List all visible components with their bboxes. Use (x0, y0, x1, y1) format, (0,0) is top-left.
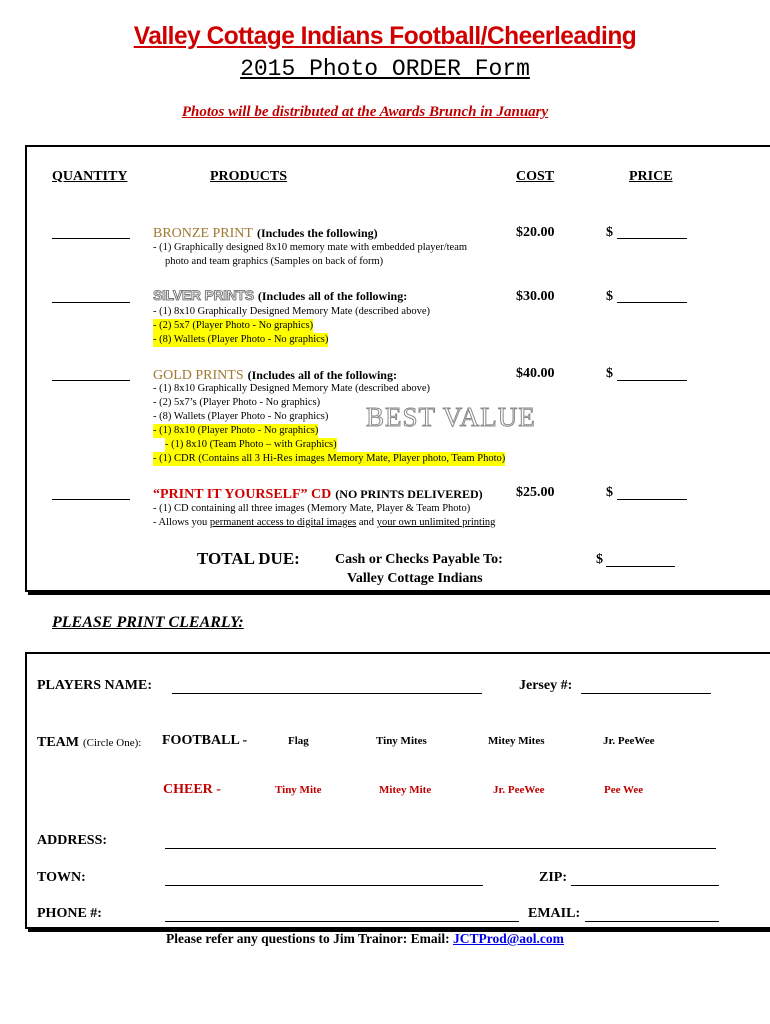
print-clearly-heading: PLEASE PRINT CLEARLY: (52, 614, 244, 631)
cheer-option-mitey-mite[interactable]: Mitey Mite (379, 784, 432, 796)
silver-price-field[interactable] (617, 302, 687, 303)
jersey-field[interactable] (581, 693, 711, 694)
payee: Valley Cottage Indians (347, 571, 483, 586)
silver-cost: $30.00 (516, 289, 555, 304)
bronze-quantity-field[interactable] (52, 238, 130, 239)
football-option-mitey-mites[interactable]: Mitey Mites (488, 735, 545, 747)
silver-price-prefix: $ (606, 289, 613, 304)
cheer-option-pee-wee[interactable]: Pee Wee (604, 784, 644, 796)
contact-email-link[interactable]: JCTProd@aol.com (452, 931, 564, 946)
players-name-label: PLAYERS NAME: (37, 678, 152, 693)
cd-line-2-and: and (356, 517, 377, 528)
gold-price-field[interactable] (617, 380, 687, 381)
cd-line-2-permanent: permanent access to digital images (209, 517, 357, 528)
cd-includes: (NO PRINTS DELIVERED) (335, 487, 483, 501)
circle-one-note: (Circle One): (83, 737, 142, 749)
price-header: PRICE (629, 169, 673, 184)
distribution-note: Photos will be distributed at the Awards Brunch in January (181, 104, 549, 120)
footer-text: Please refer any questions to Jim Trainor: Email: (166, 931, 450, 946)
best-value-badge: BEST VALUE (366, 402, 536, 432)
products-header: PRODUCTS (210, 169, 288, 184)
gold-line-1: - (1) 8x10 Graphically Designed Memory Mate (described above) (153, 383, 430, 394)
gold-includes: (Includes all of the following: (247, 368, 397, 382)
cd-product (153, 485, 483, 503)
gold-line-4: - (1) 8x10 (Player Photo - No graphics) (153, 425, 319, 436)
cheer-option-tiny-mite[interactable]: Tiny Mite (275, 784, 322, 796)
cheer-label: CHEER - (163, 782, 221, 797)
silver-line-3: - (8) Wallets (Player Photo - No graphics) (153, 334, 329, 345)
jersey-label: Jersey #: (519, 678, 573, 693)
cd-quantity-field[interactable] (52, 499, 130, 500)
football-label: FOOTBALL - (162, 733, 248, 748)
silver-line-2: - (2) 5x7 (Player Photo - No graphics) (153, 320, 314, 331)
email-label: EMAIL: (528, 906, 581, 921)
bronze-price-prefix: $ (606, 225, 613, 240)
cd-price-prefix: $ (606, 485, 613, 500)
zip-field[interactable] (571, 885, 719, 886)
cd-line-2-text: - Allows you (153, 517, 210, 528)
cost-header: COST (516, 169, 555, 184)
gold-line-3: - (8) Wallets (Player Photo - No graphics) (153, 411, 329, 422)
gold-name: GOLD PRINTS (153, 368, 244, 383)
gold-line-6: - (1) CDR (Contains all 3 Hi-Res images Memory Mate, Player photo, Team Photo) (153, 453, 506, 464)
phone-field[interactable] (165, 921, 519, 922)
bronze-price-field[interactable] (617, 238, 687, 239)
gold-line-5: - (1) 8x10 (Team Photo – with Graphics) (165, 439, 337, 450)
cd-line-2-unlimited: your own unlimited printing (376, 517, 496, 528)
cd-line-1: - (1) CD containing all three images (Memory Mate, Player & Team Photo) (153, 503, 471, 514)
gold-cost: $40.00 (516, 366, 555, 381)
bronze-line-1: - (1) Graphically designed 8x10 memory mate with embedded player/team (153, 242, 468, 253)
team-label-group (37, 733, 141, 751)
phone-label: PHONE #: (37, 906, 102, 921)
bronze-line-2: photo and team graphics (Samples on back of form) (165, 256, 384, 267)
football-option-tiny-mites[interactable]: Tiny Mites (376, 735, 427, 747)
cd-name: “PRINT IT YOURSELF” CD (153, 487, 332, 502)
form-subtitle: 2015 Photo ORDER Form (240, 56, 530, 82)
bronze-includes: (Includes the following) (256, 226, 378, 240)
cd-line-2 (153, 516, 495, 530)
silver-name: SILVER PRINTS (153, 287, 254, 303)
silver-quantity-field[interactable] (52, 302, 130, 303)
gold-quantity-field[interactable] (52, 380, 130, 381)
payable-to: Cash or Checks Payable To: (335, 552, 503, 567)
cd-price-field[interactable] (617, 499, 687, 500)
bronze-product (153, 224, 378, 242)
gold-line-2: - (2) 5x7’s (Player Photo - No graphics) (153, 397, 321, 408)
football-option-jr-peewee[interactable]: Jr. PeeWee (603, 735, 655, 747)
town-label: TOWN: (37, 870, 86, 885)
total-prefix: $ (596, 552, 603, 567)
email-field[interactable] (585, 921, 719, 922)
bronze-cost: $20.00 (516, 225, 555, 240)
form-title: Valley Cottage Indians Football/Cheerleading (133, 22, 637, 50)
gold-price-prefix: $ (606, 366, 613, 381)
footer-note (166, 931, 564, 947)
silver-product (153, 287, 407, 305)
bronze-name: BRONZE PRINT (153, 226, 253, 241)
cheer-option-jr-peewee[interactable]: Jr. PeeWee (493, 784, 545, 796)
cd-cost: $25.00 (516, 485, 555, 500)
silver-includes: (Includes all of the following: (257, 289, 408, 303)
silver-line-1: - (1) 8x10 Graphically Designed Memory Mate (described above) (153, 306, 430, 317)
team-label: TEAM (37, 735, 79, 750)
address-field[interactable] (165, 848, 716, 849)
total-field[interactable] (606, 566, 675, 567)
address-label: ADDRESS: (37, 833, 108, 848)
players-name-field[interactable] (172, 693, 482, 694)
zip-label: ZIP: (539, 870, 567, 885)
total-due-label: TOTAL DUE: (197, 549, 300, 568)
quantity-header: QUANTITY (52, 169, 128, 184)
town-field[interactable] (165, 885, 483, 886)
football-option-flag[interactable]: Flag (288, 735, 309, 747)
